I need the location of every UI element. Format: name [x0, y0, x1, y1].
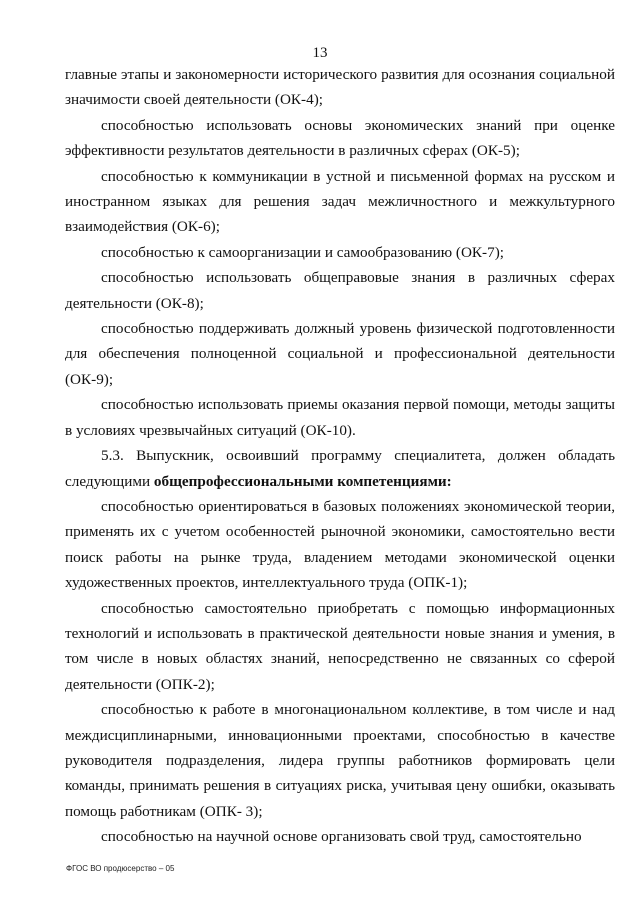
section-5-3-text: 5.3. Выпускник, освоивший программу специалитета, должен обладать следующими — [65, 447, 615, 490]
paragraph-ok7: способностью к самоорганизации и самообразованию (ОК-7); — [101, 243, 504, 261]
paragraph-ok6: способностью к коммуникации в устной и письменной формах на русском и иностранном языках для решения задач межличностного и межкультурного взаимодействия (ОК-6); — [65, 167, 615, 236]
paragraph-opk3: способностью к работе в многонациональном коллективе, в том числе и над междисциплинарными, инновационными проектами, способностью в качестве руководителя подразделения, лидера группы работников формировать цели команды, принимать решения в ситуациях риска, учитывая цену ошибки, оказывать помощь работникам (ОПК- 3); — [65, 701, 615, 820]
page-footer: ФГОС ВО продюсерство – 05 — [66, 864, 175, 873]
paragraph-ok5: способностью использовать основы экономических знаний при оценке эффективности результатов деятельности в различных сферах (ОК-5); — [65, 116, 615, 160]
paragraph-opk1: способностью ориентироваться в базовых положениях экономической теории, применять их с учетом особенностей рыночной экономики, самостоятельно вести поиск работы на рынке труда, владением методами экономической оценки художественных проектов, интеллектуального труда (ОПК-1); — [65, 497, 615, 592]
page-number: 13 — [312, 45, 328, 61]
paragraph-opk4-start: способностью на научной основе организовать свой труд, самостоятельно — [101, 828, 582, 846]
paragraph-ok10: способностью использовать приемы оказания первой помощи, методы защиты в условиях чрезвычайных ситуаций (ОК-10). — [65, 396, 615, 439]
document-body — [65, 62, 615, 850]
section-5-3-bold-term: общепрофессиональными компетенциями: — [153, 472, 452, 490]
paragraph-ok8: способностью использовать общеправовые знания в различных сферах деятельности (ОК-8); — [65, 269, 615, 312]
paragraph-opk2: способностью самостоятельно приобретать с помощью информационных технологий и использовать в практической деятельности новые знания и умения, в том числе в новых областях знаний, непосредственно не связанных со сферой деятельности (ОПК-2); — [65, 599, 615, 693]
paragraph-ok9: способностью поддерживать должный уровень физической подготовленности для обеспечения полноценной социальной и профессиональной деятельности (ОК-9); — [65, 320, 615, 388]
paragraph-ok4: главные этапы и закономерности исторического развития для осознания социальной значимости своей деятельности (ОК-4); — [65, 66, 615, 109]
paragraph-section-5-3 — [65, 443, 615, 494]
